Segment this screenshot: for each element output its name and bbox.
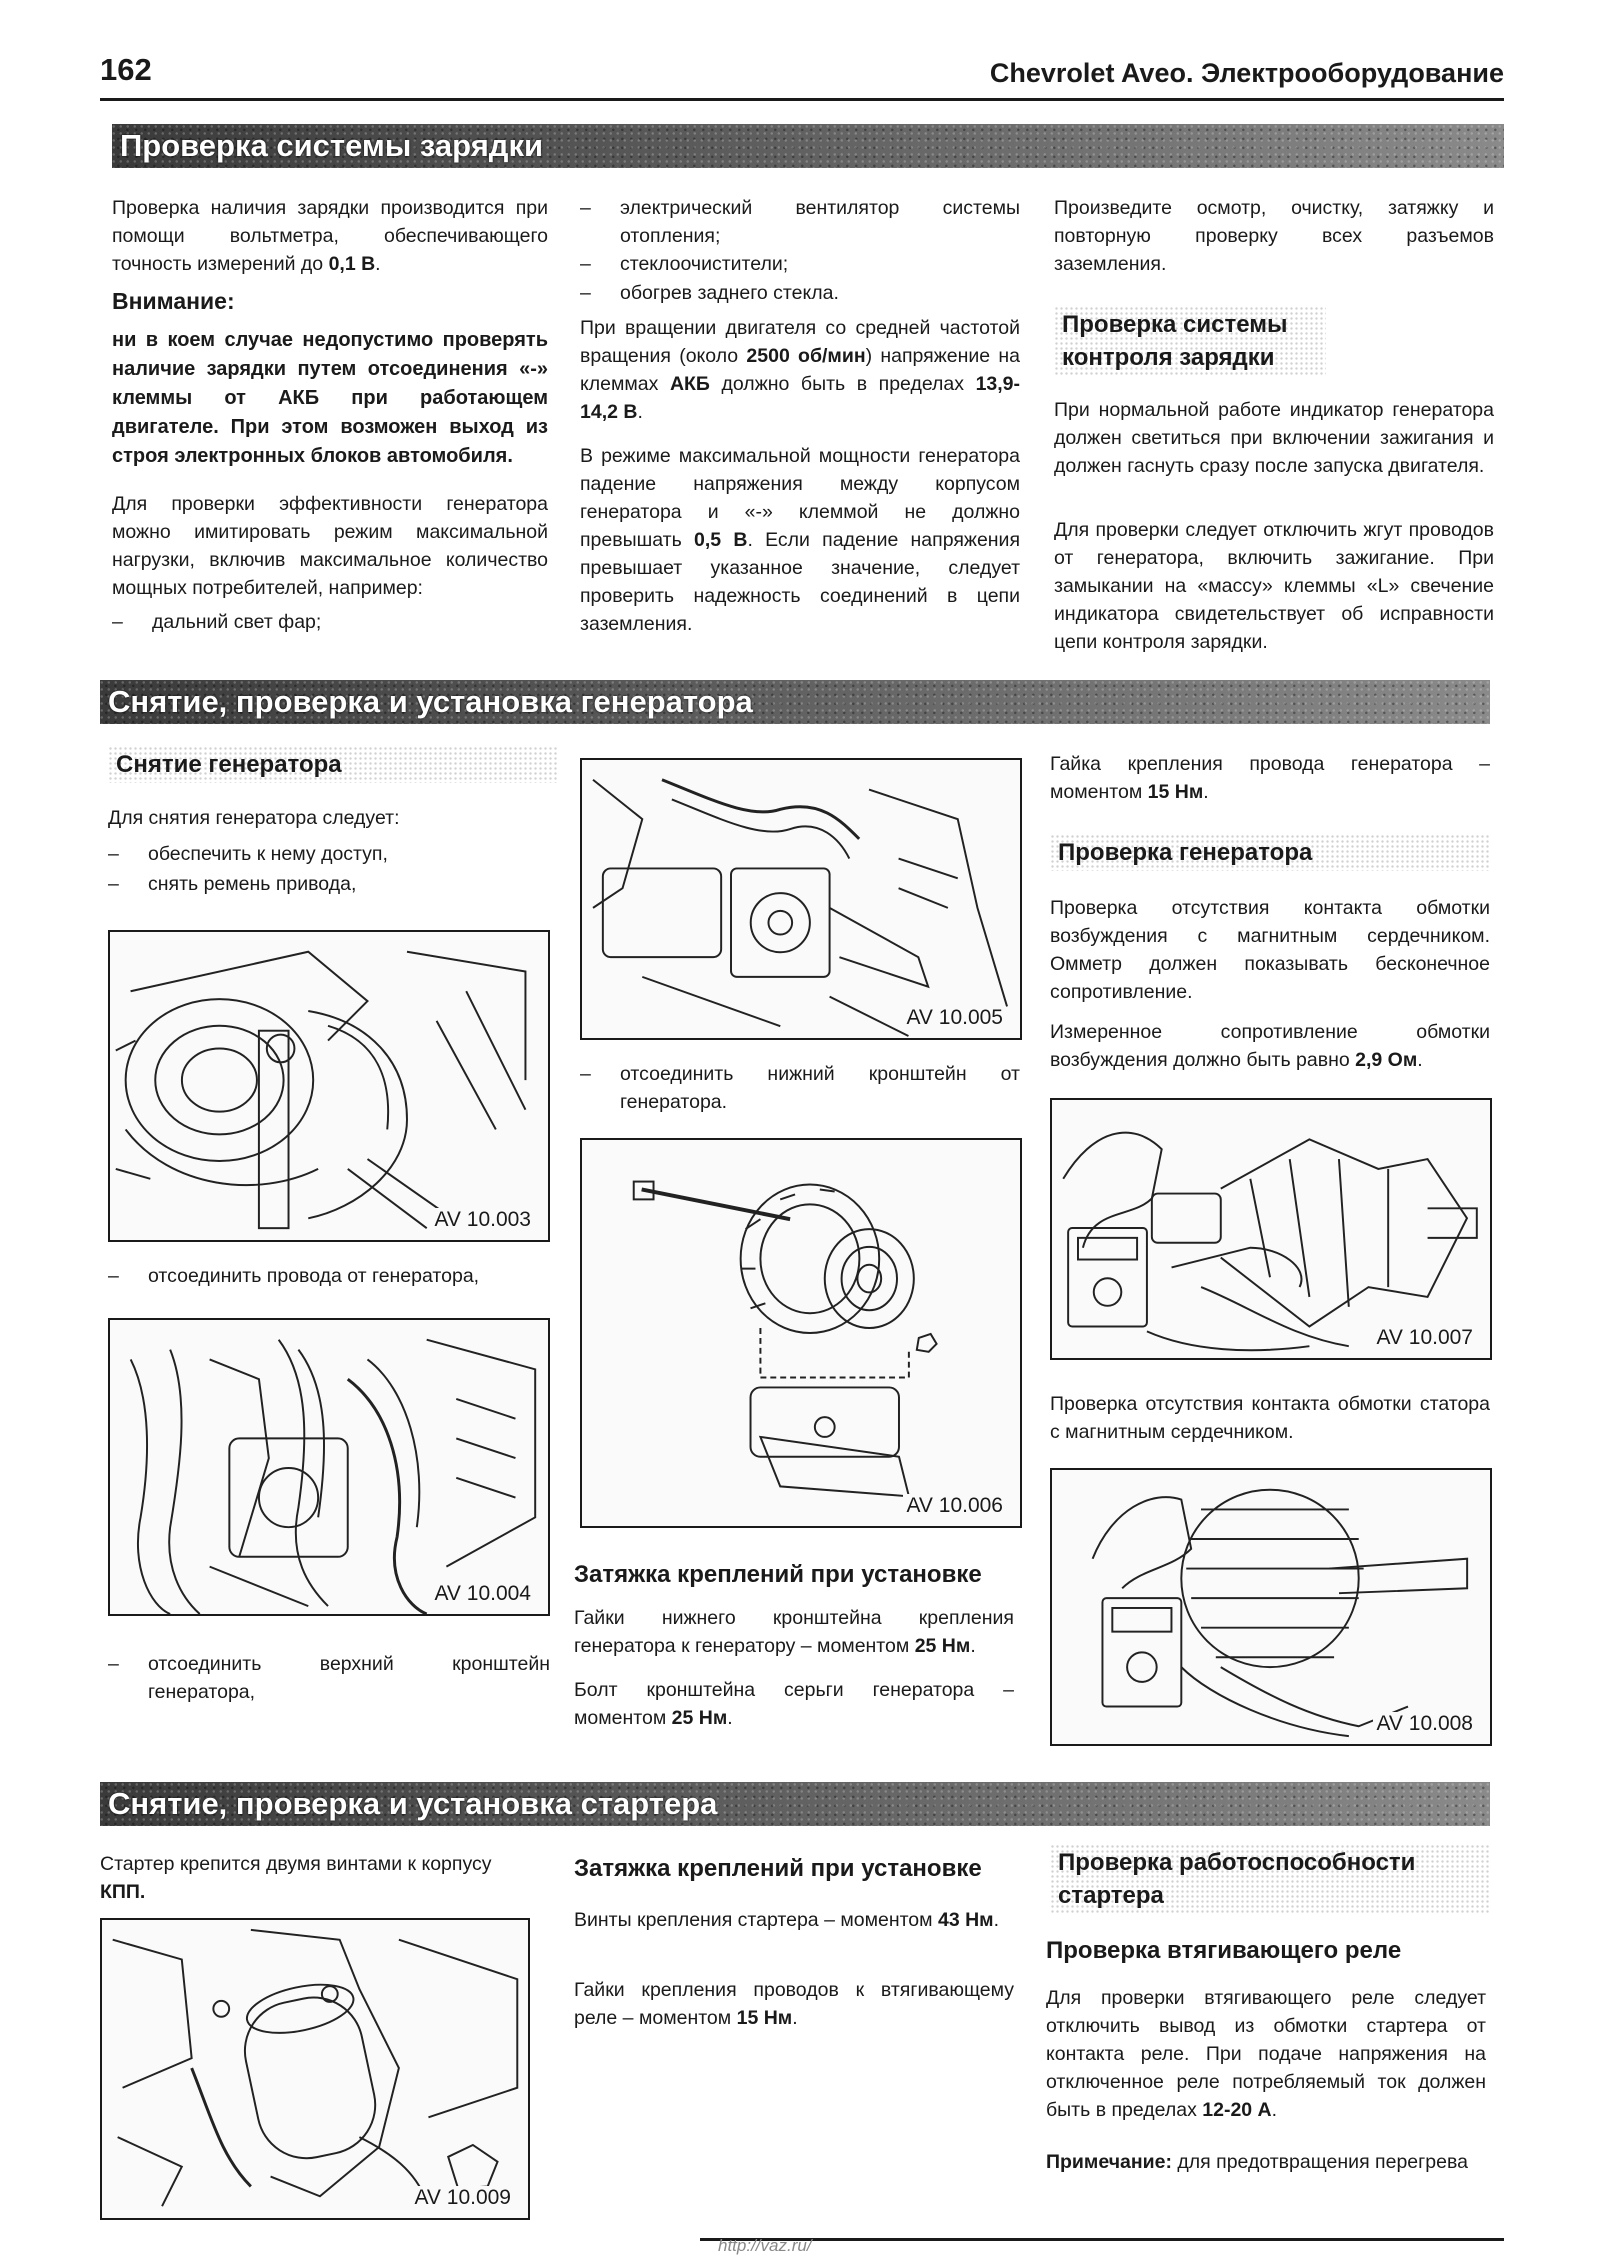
text: В режиме максимальной мощности генератора падение напряжения между корпусом генератора и «-» клеммой не должно превышать bbox=[580, 445, 1020, 551]
figure-caption: AV 10.007 bbox=[1373, 1326, 1476, 1350]
value-drop: 0,5 В bbox=[694, 529, 748, 551]
text: Болт кронштейна серьги генератора – моментом bbox=[574, 1679, 1014, 1729]
value-torque: 15 Нм bbox=[736, 2007, 793, 2029]
warning-text: ни в коем случае недопустимо проверять наличие зарядки путем отсоединения «-» клеммы от АКБ при работающем двигателе. При этом возможен выход из строя электронных блоков автомобиля. bbox=[112, 329, 548, 467]
subheading-torque: Затяжка креплений при установке bbox=[574, 1561, 982, 1588]
starter-drawing bbox=[102, 1920, 528, 2218]
list-item: – отсоединить нижний кронштейн от генератора. bbox=[580, 1060, 1020, 1116]
value-accuracy: 0,1 В bbox=[328, 253, 376, 275]
figure-stator-test bbox=[1050, 1468, 1492, 1746]
figure-generator-wires bbox=[108, 1318, 550, 1616]
text: . bbox=[993, 1909, 1000, 1931]
text: Гайки крепления проводов к втягивающему реле – моментом bbox=[574, 1979, 1014, 2029]
section-title: Снятие, проверка и установка стартера bbox=[108, 1786, 718, 1821]
text: Гайка крепления провода генератора – моментом bbox=[1050, 753, 1490, 803]
paragraph-voltmeter bbox=[112, 194, 548, 278]
list-item-text: снять ремень привода, bbox=[148, 873, 357, 895]
subheading-removal: Снятие генератора bbox=[108, 746, 558, 783]
figure-rotor-test bbox=[1050, 1098, 1492, 1360]
page-number: 162 bbox=[100, 52, 152, 87]
text: . bbox=[375, 253, 381, 275]
value-voltage: 13,9-14,2 В bbox=[580, 373, 1021, 423]
figure-caption: AV 10.003 bbox=[431, 1208, 534, 1232]
list-item-text: отсоединить нижний кронштейн от генератора. bbox=[620, 1063, 1020, 1113]
lower-bracket-drawing bbox=[582, 760, 1020, 1038]
generator-wires-drawing bbox=[110, 1320, 548, 1614]
list-item-text: электрический вентилятор системы отопления; bbox=[620, 197, 1020, 247]
figure-lower-bracket bbox=[580, 758, 1022, 1040]
paragraph-field-winding: Проверка отсутствия контакта обмотки возбуждения с магнитным сердечником. Омметр должен показывать бесконечное сопротивление. bbox=[1050, 897, 1490, 1003]
list-item-text: стеклоочистители; bbox=[620, 253, 789, 275]
text: Измеренное сопротивление обмотки возбуждения должно быть равно bbox=[1050, 1021, 1490, 1071]
value-torque: 43 Нм bbox=[937, 1909, 994, 1931]
list-item-text: отсоединить верхний кронштейн генератора, bbox=[148, 1653, 550, 1703]
figure-belt-pulley bbox=[108, 930, 550, 1242]
running-header-title: Chevrolet Aveo. Электрооборудование bbox=[989, 58, 1504, 88]
text: ) напряжение на клеммах bbox=[580, 345, 1020, 395]
torque-relay-nuts bbox=[574, 1976, 1014, 2032]
subheading-starter-torque: Затяжка креплений при установке bbox=[574, 1855, 982, 1882]
text: Проверка наличия зарядки производится при помощи вольтметра, обеспечивающего точность измерений до bbox=[112, 197, 548, 275]
section-bar-charging bbox=[112, 124, 1504, 168]
text: Стартер крепится двумя винтами к корпусу bbox=[100, 1853, 492, 1875]
header-rule bbox=[100, 98, 1504, 101]
value-gearbox: КПП. bbox=[100, 1881, 146, 1903]
attention-label: Внимание: bbox=[112, 288, 235, 314]
text: Гайки нижнего кронштейна крепления генератора к генератору – моментом bbox=[574, 1607, 1014, 1657]
section-bar-generator bbox=[100, 680, 1490, 724]
paragraph-max-power bbox=[580, 442, 1020, 638]
torque-starter-screws bbox=[574, 1906, 1014, 1934]
subheading-relay-check: Проверка втягивающего реле bbox=[1046, 1937, 1402, 1964]
footer-watermark: http://vaz.ru/ bbox=[718, 2236, 812, 2255]
paragraph-load: Для проверки эффективности генератора можно имитировать режим максимальной нагрузки, включив максимальное количество мощных потребителей, например: bbox=[112, 493, 548, 599]
value-battery: АКБ bbox=[669, 373, 710, 395]
figure-caption: AV 10.004 bbox=[431, 1582, 534, 1606]
list-item-text: отсоединить провода от генератора, bbox=[148, 1265, 480, 1287]
paragraph-rpm bbox=[580, 314, 1020, 426]
list-item-text: дальний свет фар; bbox=[152, 611, 322, 633]
section-title: Снятие, проверка и установка генератора bbox=[108, 684, 753, 719]
text: При вращении двигателя со средней частотой вращения (около bbox=[580, 317, 1020, 367]
paragraph-harness: Для проверки следует отключить жгут проводов от генератора, включить зажигание. При замыкании на «массу» клеммы «L» свечение индикатора свидетельствует об исправности цепи контроля зарядки. bbox=[1054, 519, 1494, 653]
torque-wire-nut bbox=[1050, 750, 1490, 806]
value-current: 12-20 А bbox=[1202, 2099, 1272, 2121]
note-text: для предотвращения перегрева bbox=[1177, 2151, 1468, 2173]
paragraph-starter-mount bbox=[100, 1850, 550, 1906]
figure-caption: AV 10.006 bbox=[903, 1494, 1006, 1518]
paragraph-stator: Проверка отсутствия контакта обмотки статора с магнитным сердечником. bbox=[1050, 1393, 1490, 1443]
list-item: – снять ремень привода, bbox=[108, 870, 558, 898]
list-item: – электрический вентилятор системы отопления; bbox=[580, 194, 1020, 250]
text: . bbox=[792, 2007, 798, 2029]
paragraph-resistance bbox=[1050, 1018, 1490, 1074]
list-item: – отсоединить верхний кронштейн генератора, bbox=[108, 1650, 550, 1706]
figure-starter bbox=[100, 1918, 530, 2220]
section-bar-starter bbox=[100, 1782, 1490, 1826]
list-item: – отсоединить провода от генератора, bbox=[108, 1262, 558, 1290]
list-item: – дальний свет фар; bbox=[112, 608, 548, 636]
list-item-text: обогрев заднего стекла. bbox=[620, 282, 839, 304]
text: Винты крепления стартера – моментом bbox=[574, 1909, 933, 1931]
text: . bbox=[1203, 781, 1209, 803]
text: должно быть в пределах bbox=[721, 373, 965, 395]
torque-lower-nuts bbox=[574, 1604, 1014, 1660]
text: . Если падение напряжения превышает указанное значение, следует проверить надежность соединений в цепи заземления. bbox=[580, 529, 1021, 635]
value-torque: 25 Нм bbox=[914, 1635, 971, 1657]
section-title: Проверка системы зарядки bbox=[120, 128, 544, 163]
list-item: – обеспечить к нему доступ, bbox=[108, 840, 558, 868]
generator-exploded-drawing bbox=[582, 1140, 1020, 1526]
torque-shackle-bolt bbox=[574, 1676, 1014, 1732]
text: . bbox=[1271, 2099, 1278, 2121]
list-item-text: обеспечить к нему доступ, bbox=[148, 843, 388, 865]
value-rpm: 2500 об/мин bbox=[746, 345, 866, 367]
figure-generator-exploded bbox=[580, 1138, 1022, 1528]
figure-caption: AV 10.005 bbox=[903, 1006, 1006, 1030]
text: Для проверки втягивающего реле следует отключить вывод из обмотки стартера от контакта реле. При подаче напряжения на отключенное реле потребляемый ток должен быть в пределах bbox=[1046, 1987, 1486, 2121]
text: . bbox=[970, 1635, 976, 1657]
figure-caption: AV 10.008 bbox=[1373, 1712, 1476, 1736]
footer-rule bbox=[700, 2238, 1504, 2241]
removal-intro: Для снятия генератора следует: bbox=[108, 807, 400, 829]
note bbox=[1046, 2148, 1506, 2176]
value-torque: 15 Нм bbox=[1147, 781, 1204, 803]
text: . bbox=[1417, 1049, 1423, 1071]
note-label: Примечание: bbox=[1046, 2151, 1172, 2173]
paragraph-grounding: Произведите осмотр, очистку, затяжку и повторную проверку всех разъемов заземления. bbox=[1054, 197, 1494, 275]
rotor-test-drawing bbox=[1052, 1100, 1490, 1358]
list-item: – обогрев заднего стекла. bbox=[580, 279, 1020, 307]
subheading-generator-check: Проверка генератора bbox=[1050, 834, 1490, 871]
value-resistance: 2,9 Ом bbox=[1355, 1049, 1418, 1071]
list-item: – стеклоочистители; bbox=[580, 250, 1020, 278]
text: . bbox=[637, 401, 643, 423]
belt-pulley-drawing bbox=[110, 932, 548, 1240]
paragraph-relay bbox=[1046, 1984, 1486, 2124]
stator-test-drawing bbox=[1052, 1470, 1490, 1744]
subheading-starter-performance: Проверка работоспособности стартера bbox=[1050, 1844, 1490, 1914]
paragraph-indicator: При нормальной работе индикатор генератора должен светиться при включении зажигания и должен гаснуть сразу после запуска двигателя. bbox=[1054, 399, 1494, 477]
text: . bbox=[727, 1707, 733, 1729]
value-torque: 25 Нм bbox=[671, 1707, 728, 1729]
figure-caption: AV 10.009 bbox=[411, 2186, 514, 2210]
subheading-charge-control: Проверка системы контроля зарядки bbox=[1054, 306, 1326, 376]
